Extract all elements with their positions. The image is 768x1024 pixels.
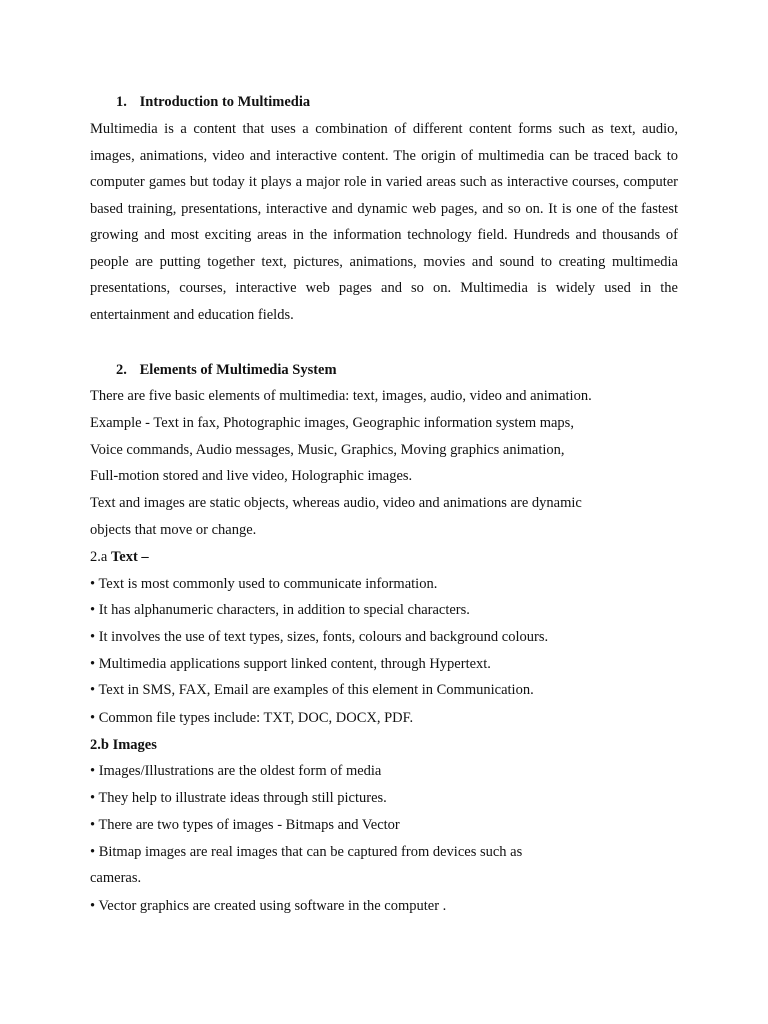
section-2-line: Text and images are static objects, whereas audio, video and animations are dynamic <box>90 495 582 511</box>
text-subheading-title: Text – <box>110 549 149 565</box>
section-1-number: 1. <box>116 94 127 110</box>
section-1-title: Introduction to Multimedia <box>139 94 311 110</box>
section-2-heading <box>116 361 337 379</box>
images-bullet: • Vector graphics are created using software in the computer . <box>90 898 447 914</box>
section-2-line: objects that move or change. <box>90 522 257 538</box>
section-1-paragraph: Multimedia is a content that uses a combination of different content forms such as text, audio, images, animations, video and interactive content. The origin of multimedia can be traced back to computer games but today it plays a major role in varied areas such as interactive courses, computer based training, presentations, interactive and dynamic web pages, and so on. It is one of the fastest growing and most exciting areas in the information technology field. Hundreds and thousands of people are putting together text, pictures, animations, movies and sound to creating multimedia presentations, courses, interactive web pages and so on. Multimedia is widely used in the entertainment and education fields. <box>90 121 678 323</box>
section-2-line: Example - Text in fax, Photographic images, Geographic information system maps, <box>90 415 574 431</box>
text-bullet: • Common file types include: TXT, DOC, DOCX, PDF. <box>90 710 414 726</box>
images-bullet: • They help to illustrate ideas through still pictures. <box>90 790 387 806</box>
text-bullet: • Text in SMS, FAX, Email are examples of this element in Communication. <box>90 682 534 698</box>
images-subheading: 2.b Images <box>90 737 157 753</box>
section-2-line: Full-motion stored and live video, Holographic images. <box>90 468 413 484</box>
text-subheading <box>90 548 149 566</box>
text-bullet: • It involves the use of text types, sizes, fonts, colours and background colours. <box>90 629 549 645</box>
text-subheading-prefix: 2.a <box>90 549 111 565</box>
images-bullet: • Bitmap images are real images that can be captured from devices such as <box>90 844 523 860</box>
images-bullet: • Images/Illustrations are the oldest form of media <box>90 763 382 779</box>
text-bullet: • It has alphanumeric characters, in addition to special characters. <box>90 602 470 618</box>
section-1-heading <box>116 93 310 111</box>
section-2-number: 2. <box>116 362 127 378</box>
section-2-line: Voice commands, Audio messages, Music, Graphics, Moving graphics animation, <box>90 442 565 458</box>
section-2-line: There are five basic elements of multimedia: text, images, audio, video and animation. <box>90 388 592 404</box>
text-bullet: • Multimedia applications support linked content, through Hypertext. <box>90 656 491 672</box>
images-bullet: • There are two types of images - Bitmaps and Vector <box>90 817 400 833</box>
images-bullet: cameras. <box>90 870 142 886</box>
text-bullet: • Text is most commonly used to communicate information. <box>90 576 438 592</box>
section-2-title: Elements of Multimedia System <box>139 362 337 378</box>
